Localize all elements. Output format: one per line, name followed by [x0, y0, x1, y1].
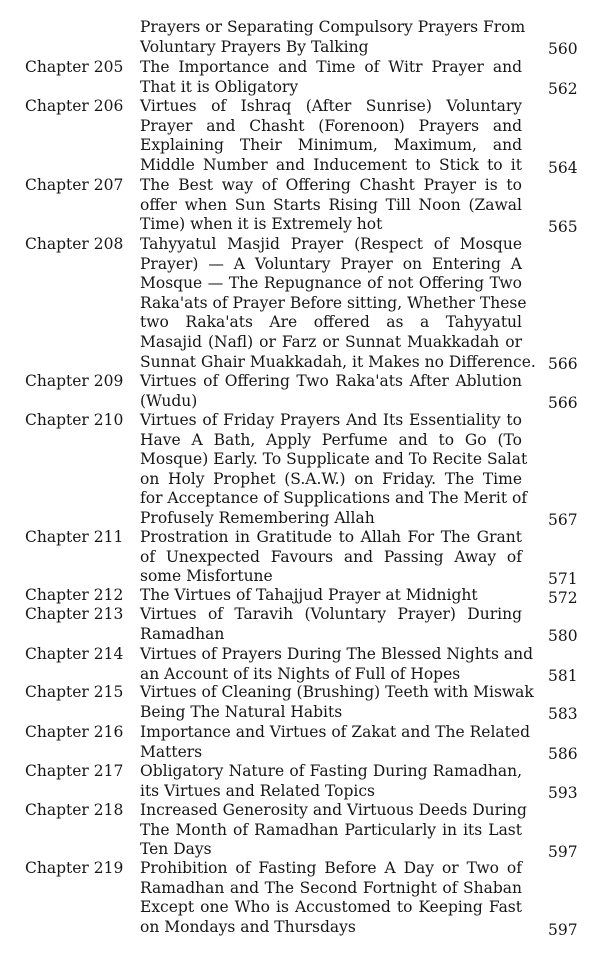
chapter-number: Chapter 209 [25, 372, 124, 390]
page-number: 560 [548, 40, 578, 58]
title-line: of Unexpected Favours and Passing Away of [140, 547, 522, 566]
page-number: 566 [548, 355, 578, 373]
page-number: 565 [548, 218, 578, 236]
chapter-title [140, 586, 522, 606]
chapter-number: Chapter 213 [25, 605, 124, 623]
page-number: 567 [548, 511, 578, 529]
title-line: Mosque — The Repugnance of not Offering Two [140, 274, 522, 293]
chapter-number: Chapter 210 [25, 411, 124, 429]
chapter-number: Chapter 216 [25, 723, 124, 741]
title-line: Time) when it is Extremely hot [140, 215, 383, 234]
title-line: Have A Bath, Apply Perfume and to Go (To [140, 430, 522, 449]
chapter-title [140, 801, 527, 860]
title-line: on Mondays and Thursdays [140, 917, 356, 936]
page-number: 562 [548, 80, 578, 98]
title-line: Prayers or Separating Compulsory Prayers From [140, 18, 526, 36]
page-number: 571 [548, 570, 578, 588]
page-number: 597 [548, 843, 578, 861]
chapter-title [140, 723, 530, 762]
title-line: Prayer) — A Voluntary Prayer on Entering A [140, 254, 522, 273]
chapter-title [140, 762, 522, 801]
title-line: The Best way of Offering Chasht Prayer is to [140, 176, 522, 194]
chapter-title [140, 18, 526, 57]
title-line: Middle Number and Inducement to Stick to it [140, 155, 522, 174]
page-number: 593 [548, 784, 578, 802]
chapter-title [140, 372, 522, 411]
title-line: Ramadhan [140, 624, 225, 643]
page-number: 572 [548, 589, 578, 607]
chapter-title [140, 97, 522, 175]
title-line: Virtues of Offering Two Raka'ats After Ablution [140, 372, 522, 390]
title-line: Virtues of Prayers During The Blessed Nights and [140, 645, 534, 663]
title-line: Tahyyatul Masjid Prayer (Respect of Mosque [140, 235, 522, 253]
page-number: 564 [548, 159, 578, 177]
title-line: on Holy Prophet (S.A.W.) on Friday. The Time [140, 469, 522, 488]
title-line: (Wudu) [140, 391, 198, 410]
chapter-number: Chapter 215 [25, 683, 124, 701]
title-line: an Account of its Nights of Full of Hopes [140, 664, 461, 683]
chapter-number: Chapter 208 [25, 235, 124, 253]
title-line: Prostration in Gratitude to Allah For The Grant [140, 528, 522, 546]
chapter-number: Chapter 212 [25, 586, 124, 604]
title-line: Voluntary Prayers By Talking [140, 37, 369, 56]
page-number: 581 [548, 667, 578, 685]
title-line: Virtues of Taravih (Voluntary Prayer) During [140, 605, 522, 623]
title-line: two Raka'ats Are offered as a Tahyyatul [140, 313, 522, 332]
title-line: Importance and Virtues of Zakat and The Related [140, 723, 530, 741]
page-number: 580 [548, 627, 578, 645]
title-line: Mosque) Early. To Supplicate and To Recite Salat [140, 450, 528, 469]
chapter-title [140, 645, 534, 684]
title-line: Obligatory Nature of Fasting During Ramadhan, [140, 762, 522, 780]
title-line: Virtues of Cleaning (Brushing) Teeth with Miswak [140, 683, 534, 701]
chapter-number: Chapter 217 [25, 762, 124, 780]
page-number: 586 [548, 745, 578, 763]
title-line: for Acceptance of Supplications and The Merit of [140, 489, 528, 508]
page-number: 583 [548, 705, 578, 723]
chapter-title [140, 58, 522, 97]
title-line: Prayer and Chasht (Forenoon) Prayers and [140, 116, 522, 135]
title-line: Profusely Remembering Allah [140, 508, 375, 527]
title-line: That it is Obligatory [140, 77, 299, 96]
title-line: offer when Sun Starts Rising Till Noon (Zawal [140, 195, 522, 214]
title-line: The Month of Ramadhan Particularly in its Last [140, 820, 522, 839]
chapter-title [140, 683, 534, 722]
title-line: Sunnat Ghair Muakkadah, it Makes no Difference. [140, 352, 536, 371]
chapter-number: Chapter 206 [25, 97, 124, 115]
title-line: some Misfortune [140, 567, 273, 586]
page-number: 597 [548, 921, 578, 939]
chapter-number: Chapter 214 [25, 645, 124, 663]
chapter-number: Chapter 219 [25, 859, 124, 877]
title-line: Increased Generosity and Virtuous Deeds During [140, 801, 527, 819]
title-line: Matters [140, 742, 203, 761]
chapter-title [140, 859, 522, 937]
title-line: Virtues of Ishraq (After Sunrise) Voluntary [140, 97, 522, 115]
chapter-number: Chapter 205 [25, 58, 124, 76]
title-line: Prohibition of Fasting Before A Day or Two of [140, 859, 522, 877]
title-line: The Virtues of Tahajjud Prayer at Midnight [140, 586, 478, 604]
page-number: 566 [548, 394, 578, 412]
title-line: Explaining Their Minimum, Maximum, and [140, 136, 522, 155]
title-line: Virtues of Friday Prayers And Its Essentiality to [140, 411, 522, 429]
title-line: Ramadhan and The Second Fortnight of Shaban [140, 878, 522, 897]
title-line: Ten Days [140, 840, 212, 859]
title-line: its Virtues and Related Topics [140, 781, 375, 800]
chapter-number: Chapter 218 [25, 801, 124, 819]
title-line: Raka'ats of Prayer Before sitting, Whether These [140, 293, 527, 312]
chapter-title [140, 605, 522, 644]
title-line: The Importance and Time of Witr Prayer and [140, 58, 522, 76]
chapter-number: Chapter 211 [25, 528, 124, 546]
title-line: Except one Who is Accustomed to Keeping Fast [140, 898, 522, 917]
chapter-title [140, 528, 522, 587]
chapter-title [140, 176, 522, 235]
chapter-title [140, 235, 536, 372]
chapter-title [140, 411, 528, 529]
title-line: Masajid (Nafl) or Farz or Sunnat Muakkadah or [140, 332, 522, 351]
title-line: Being The Natural Habits [140, 702, 343, 721]
chapter-number: Chapter 207 [25, 176, 124, 194]
